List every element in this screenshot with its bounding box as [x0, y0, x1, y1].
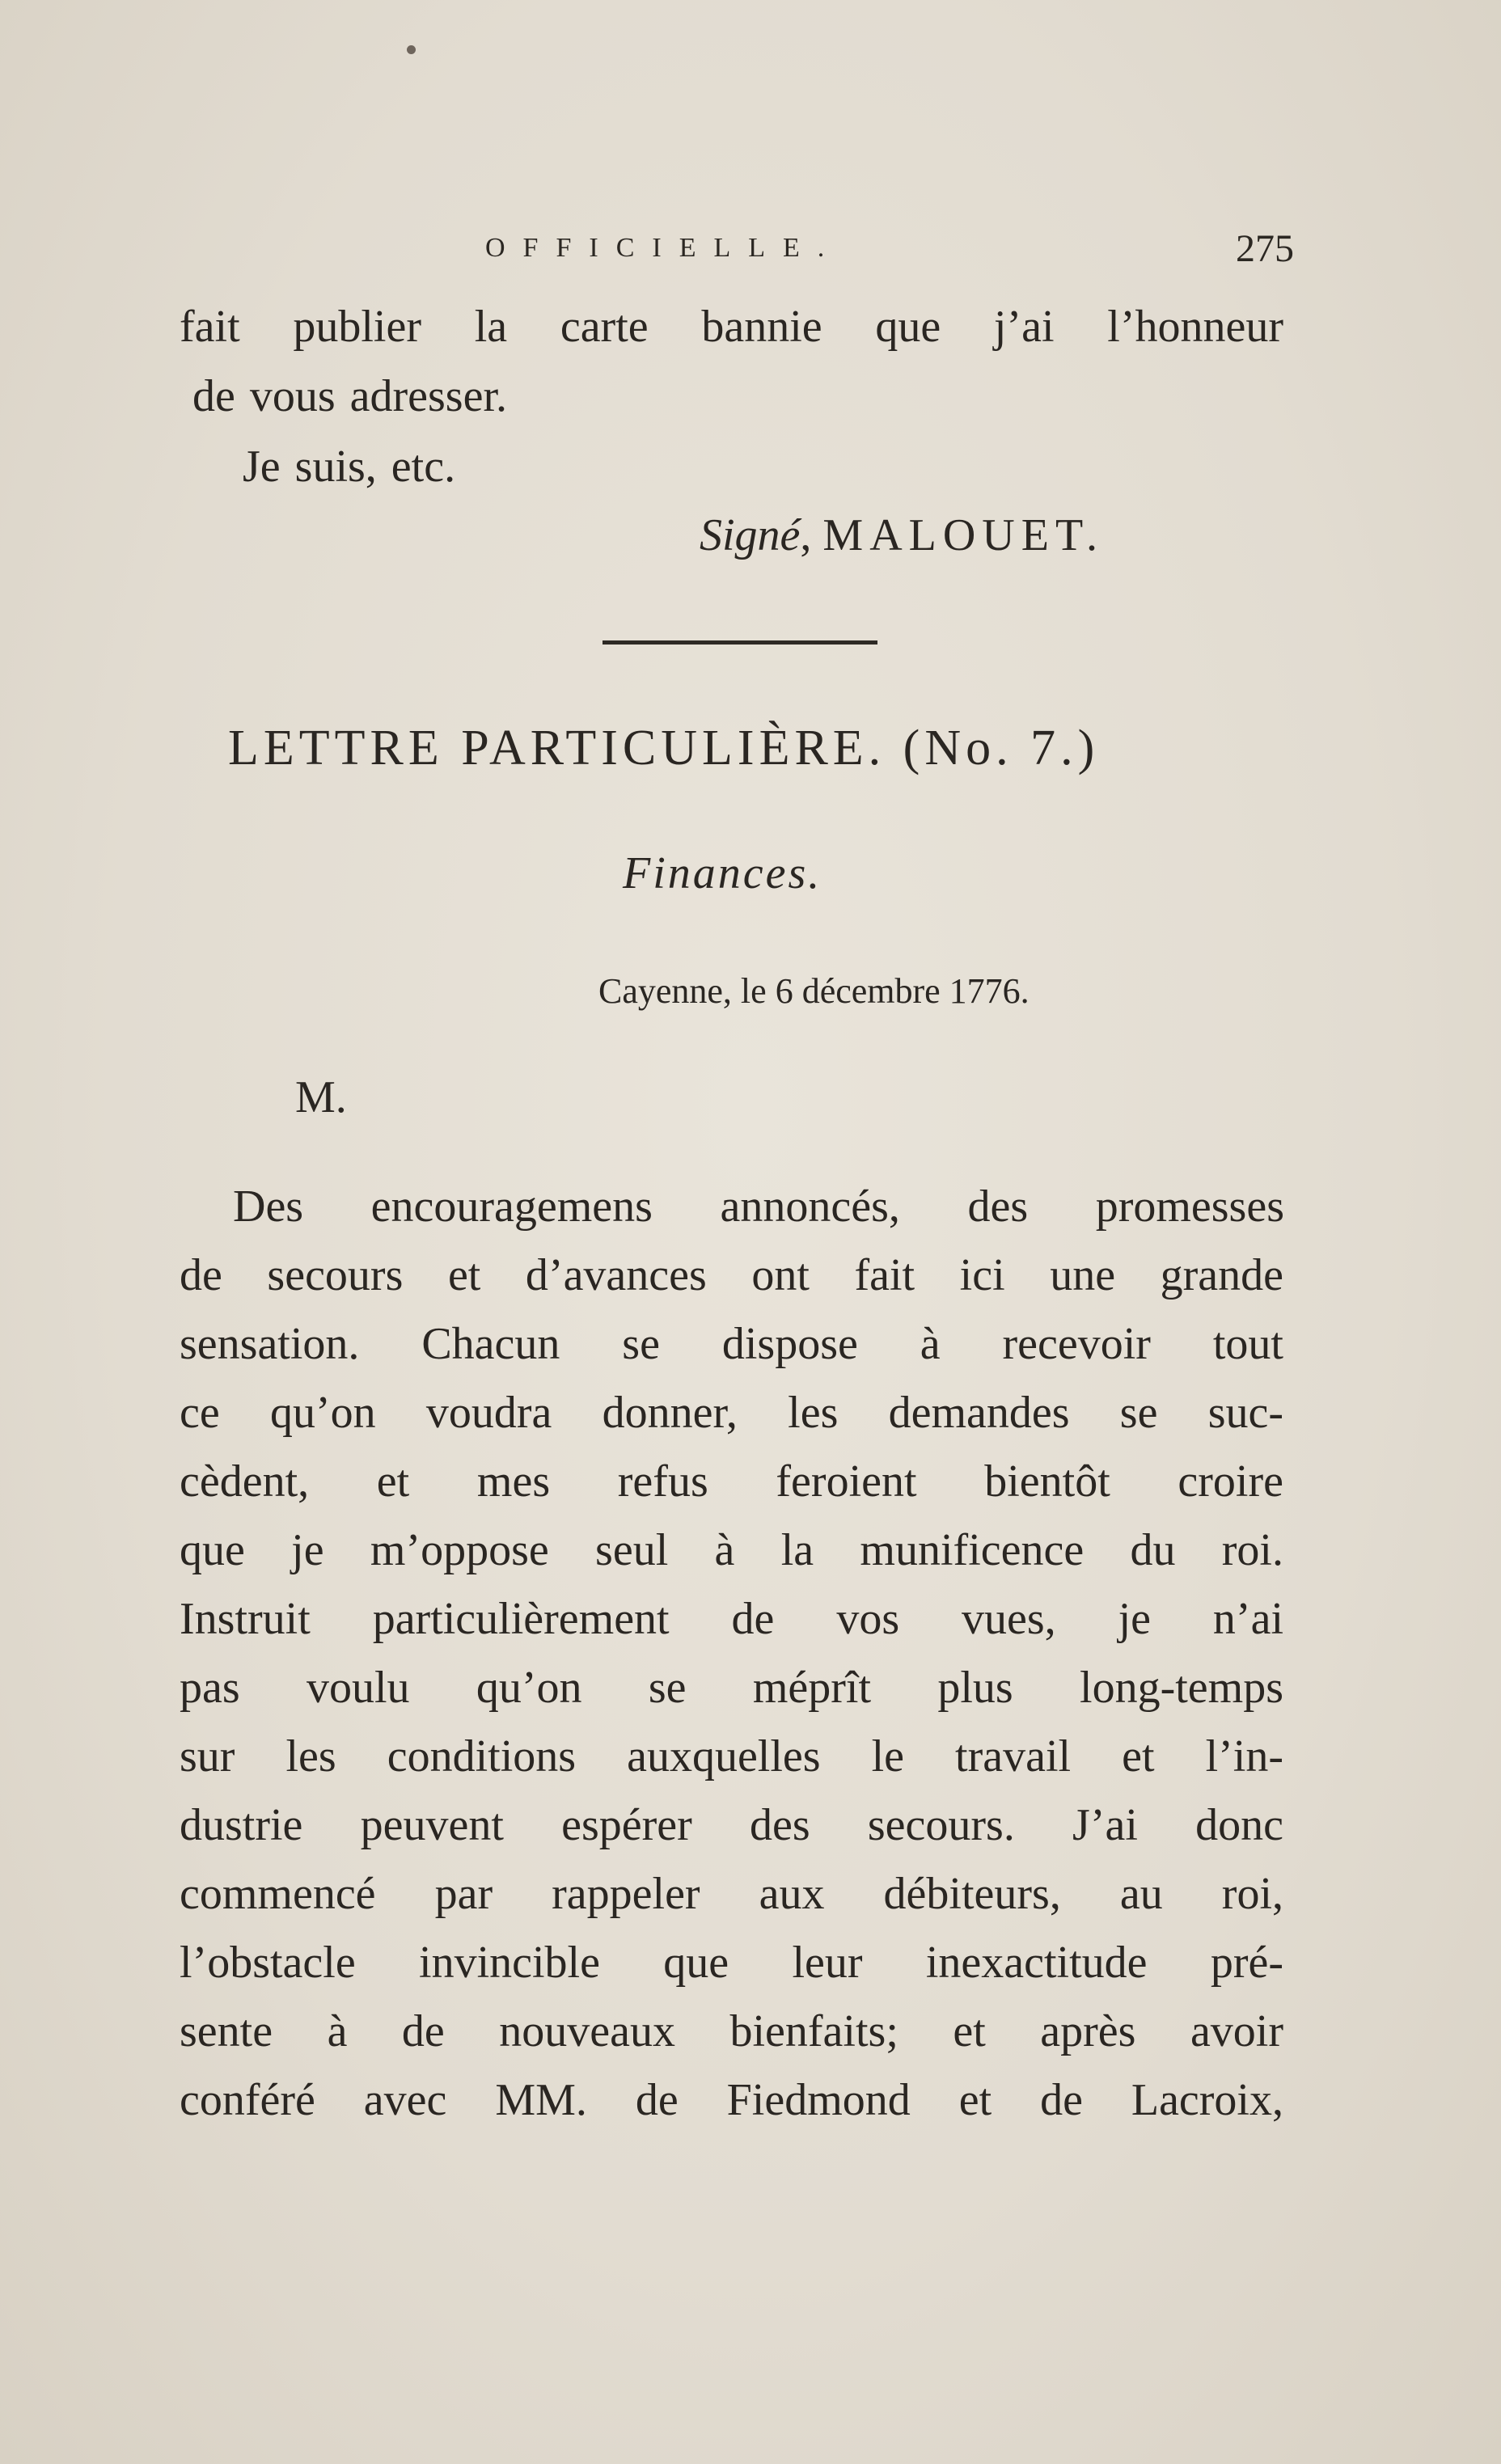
closing-formula: Je suis, etc. — [243, 442, 456, 492]
body-line-5: cèdent, et mes refus feroient bientôt croire — [180, 1456, 1283, 1507]
signer-name: MALOUET. — [822, 510, 1105, 560]
letter-title: LETTRE PARTICULIÈRE. (No. 7.) — [228, 721, 1100, 776]
previous-letter-line-1: fait publier la carte bannie que j’ai l’honneur — [180, 302, 1283, 352]
body-line-10: dustrie peuvent espérer des secours. J’ai donc — [180, 1800, 1283, 1850]
previous-letter-line-2: de vous adresser. — [192, 371, 508, 421]
letter-subject: Finances. — [623, 848, 822, 898]
letter-dateline: Cayenne, le 6 décembre 1776. — [598, 971, 1030, 1011]
signature-line — [700, 509, 1104, 561]
signed-word: Signé — [700, 510, 801, 560]
body-line-9: sur les conditions auxquelles le travail et l’in- — [180, 1731, 1283, 1781]
letter-salutation: M. — [295, 1072, 347, 1122]
ink-speck — [407, 45, 416, 54]
body-line-8: pas voulu qu’on se méprît plus long-temps — [180, 1663, 1283, 1713]
page-number: 275 — [1236, 227, 1294, 270]
body-line-6: que je m’oppose seul à la munificence du roi. — [180, 1525, 1283, 1575]
body-line-3: sensation. Chacun se dispose à recevoir tout — [180, 1319, 1283, 1369]
body-line-14: conféré avec MM. de Fiedmond et de Lacroix, — [180, 2075, 1283, 2125]
body-line-1: Des encouragemens annoncés, des promesses — [233, 1181, 1284, 1232]
signature-comma: , — [800, 510, 823, 560]
running-head — [485, 226, 1294, 275]
body-line-4: ce qu’on voudra donner, les demandes se suc- — [180, 1388, 1283, 1438]
running-head-title: OFFICIELLE. — [485, 233, 843, 263]
body-line-13: sente à de nouveaux bienfaits; et après avoir — [180, 2006, 1283, 2056]
body-line-2: de secours et d’avances ont fait ici une grande — [180, 1250, 1283, 1300]
section-divider — [603, 640, 877, 645]
body-line-12: l’obstacle invincible que leur inexactitude pré- — [180, 1938, 1283, 1988]
body-line-11: commencé par rappeler aux débiteurs, au roi, — [180, 1869, 1283, 1919]
body-line-7: Instruit particulièrement de vos vues, je n’ai — [180, 1594, 1283, 1644]
